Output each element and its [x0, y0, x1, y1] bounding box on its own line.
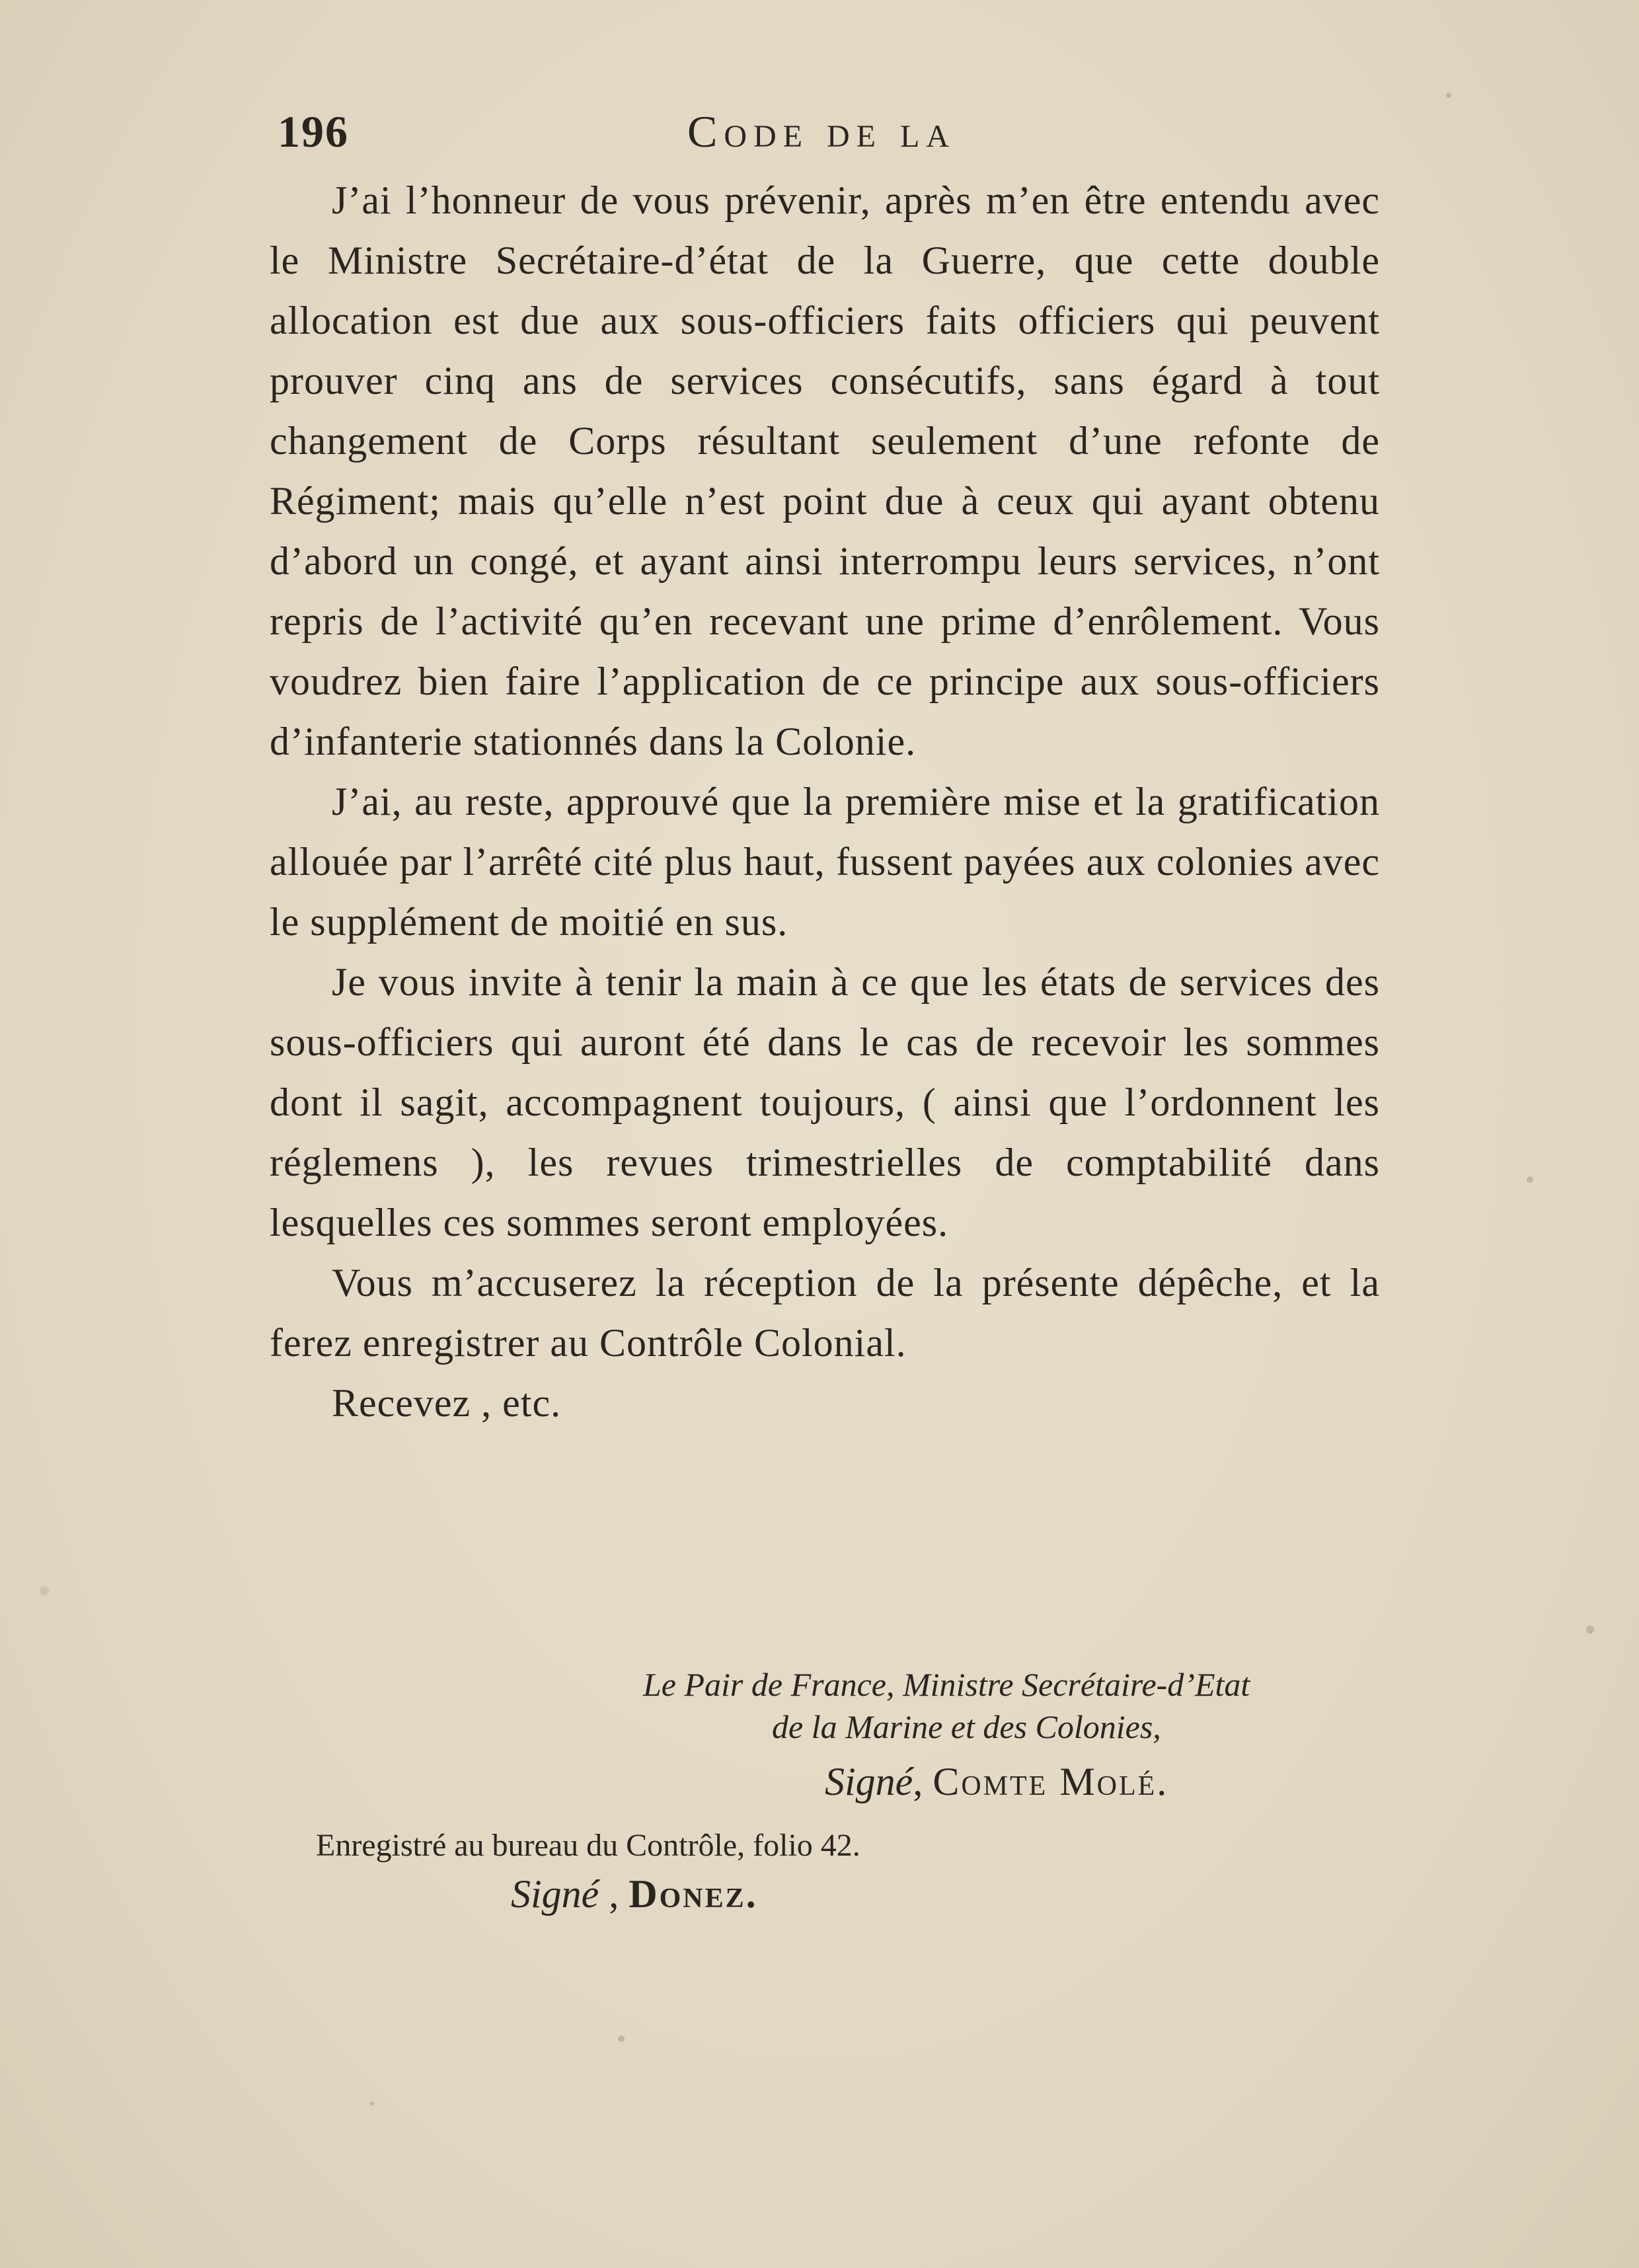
- paragraph-allocation: J’ai l’honneur de vous prévenir, après m’en être entendu avec le Ministre Secrétaire-d’état de la Guerre, que cette double allocation est due aux sous-officiers faits officiers qui peuvent prouver cinq ans de services consécutifs, sans égard à tout changement de Corps résultant seulement d’une refonte de Régiment; mais qu’elle n’est point due à ceux qui ayant obtenu d’abord un congé, et ayant ainsi interrompu leurs services, n’ont repris de l’activité qu’en recevant une prime d’enrôlement. Vous voudrez bien faire l’application de ce principe aux sous-officiers d’infanterie stationnés dans la Colonie.: [270, 178, 1380, 763]
- paper-speck: [618, 2035, 625, 2042]
- minister-signature: Signé, Comte Molé.: [825, 1760, 1169, 1803]
- page-number: 196: [278, 106, 349, 157]
- signatory-name: Comte Molé.: [933, 1760, 1169, 1803]
- running-head: Code de la: [687, 106, 956, 157]
- paragraph-gratification: J’ai, au reste, approuvé que la première mise et la gratification allouée par l’arrêté cité plus haut, fussent payées aux colonies avec le supplément de moitié en sus.: [270, 780, 1380, 944]
- registrar-name: Donez.: [629, 1872, 758, 1916]
- page-header: [278, 106, 1401, 165]
- paragraph-acknowledgement: Vous m’accuserez la réception de la présente dépêche, et la ferez enregistrer au Contrôle Colonial.: [270, 1261, 1380, 1365]
- signatory-title-line-2: de la Marine et des Colonies,: [772, 1708, 1161, 1745]
- registration-note: Enregistré au bureau du Contrôle, folio 42.: [316, 1828, 860, 1863]
- paper-speck: [1586, 1626, 1594, 1634]
- paper-speck: [40, 1586, 49, 1595]
- paragraph-service-records: Je vous invite à tenir la main à ce que les états de services des sous-officiers qui auront été dans le cas de recevoir les sommes dont il sagit, accompagnent toujours, ( ainsi que l’ordonnent les réglemens ), les revues trimestrielles de comptabilité dans lesquelles ces sommes seront employées.: [270, 960, 1380, 1244]
- signatory-title-line-1: Le Pair de France, Ministre Secrétaire-d’Etat: [643, 1666, 1250, 1703]
- paper-speck: [370, 2101, 374, 2105]
- registrar-signed-label: Signé: [511, 1872, 599, 1916]
- paper-speck: [1527, 1176, 1533, 1183]
- closing-formula: Recevez , etc.: [332, 1381, 562, 1425]
- signed-label: Signé: [825, 1760, 913, 1803]
- registrar-signature: Signé , Donez.: [511, 1872, 758, 1916]
- letter-body: [270, 170, 1380, 1433]
- paper-speck: [1446, 93, 1451, 98]
